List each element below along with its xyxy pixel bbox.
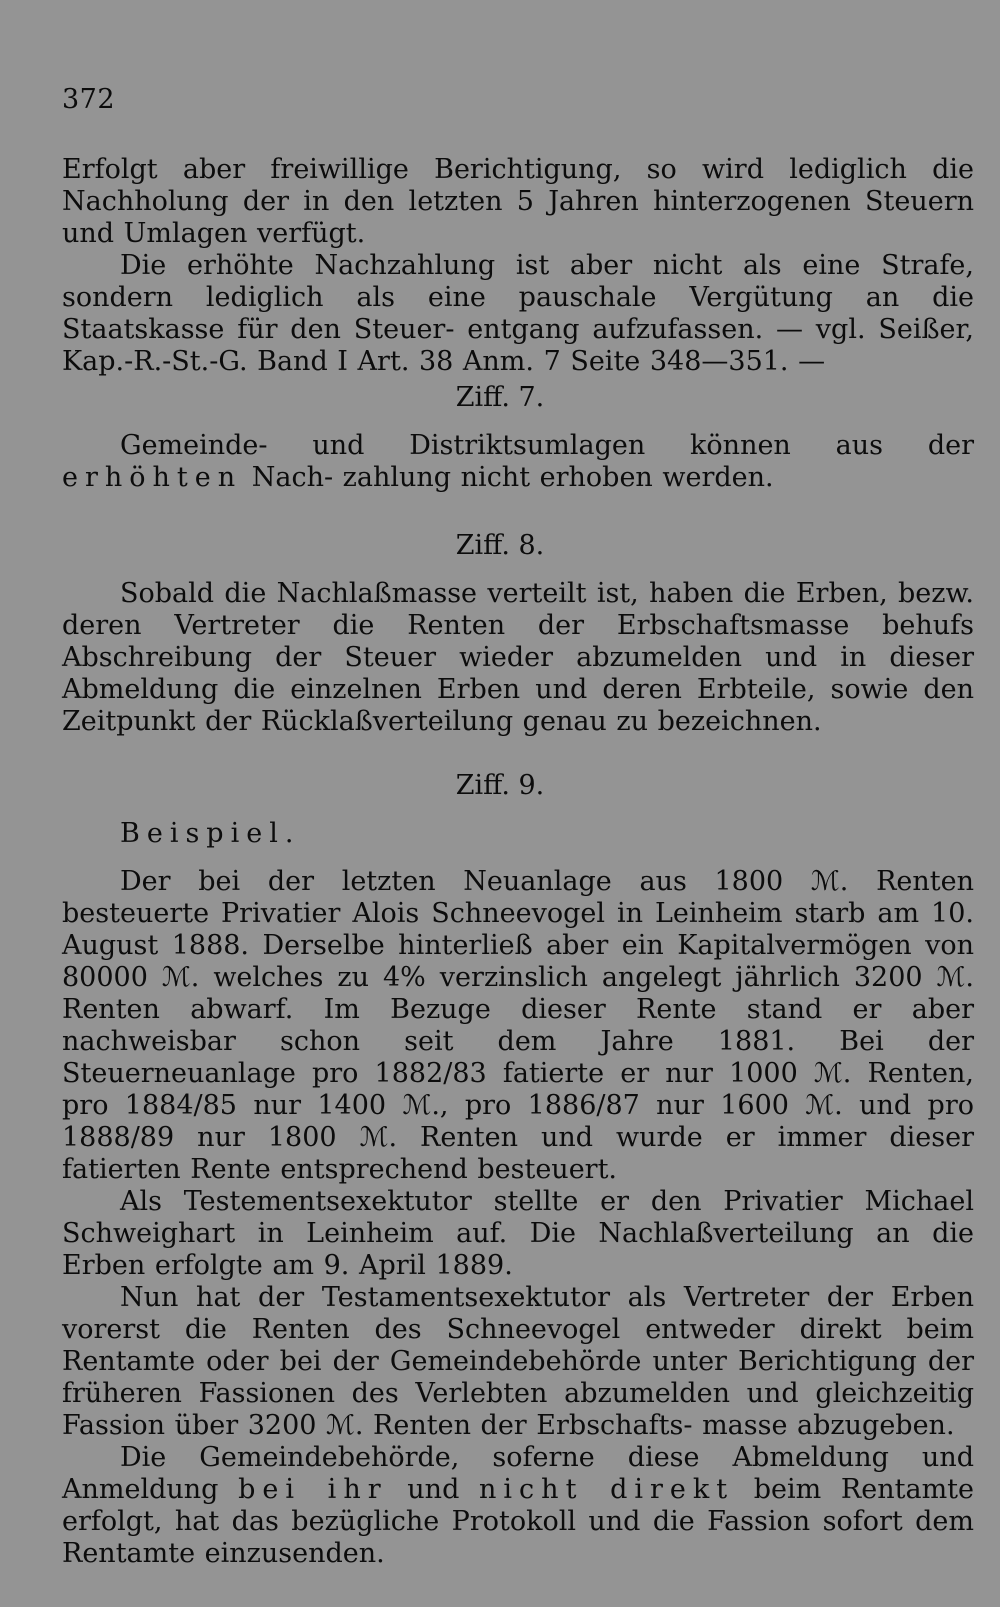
ziff-9-paragraph-1: Der bei der letzten Neuanlage aus 1800 ℳ. Renten besteuerte Privatier Alois Schneevogel in Leinheim starb am 10. August 1888. Derselbe hinterließ aber ein Kapitalvermögen von 80000 ℳ. welches zu 4% verzinslich angelegt jährlich 3200 ℳ. Renten abwarf. Im Bezuge dieser Rente stand er aber nachweisbar schon seit dem Jahre 1881. Bei der Steuerneuanlage pro 1882/83 fatierte er nur 1000 ℳ. Renten, pro 1884/85 nur 1400 ℳ., pro 1886/87 nur 1600 ℳ. und pro 1888/89 nur 1800 ℳ. Renten und wurde er immer dieser fatierten Rente entsprechend besteuert.: [62, 866, 974, 1185]
ziff-7-text-after: Nach- zahlung nicht erhoben werden.: [251, 462, 774, 493]
ziff-8-heading: Ziff. 8.: [455, 530, 545, 561]
ziff-9-paragraph-4: [62, 1442, 974, 1570]
ziff-9-section: [62, 866, 974, 1570]
ziff-7-text-emphasis: erhöhten: [62, 462, 243, 493]
page-number: 372: [62, 84, 116, 115]
ziff-9-p4-emphasis-2: nicht direkt: [479, 1474, 735, 1505]
ziff-8-section: [62, 578, 974, 738]
intro-section: [62, 154, 974, 378]
intro-paragraph-2: Die erhöhte Nachzahlung ist aber nicht als eine Strafe, sondern lediglich als eine pauschale Vergütung an die Staatskasse für den Steuer- entgang aufzufassen. — vgl. Seißer, Kap.-R.-St.-G. Band I Art. 38 Anm. 7 Seite 348—351. —: [62, 250, 974, 377]
ziff-7-text-before: Gemeinde- und Distriktsumlagen können aus der: [120, 430, 974, 461]
ziff-7-heading: Ziff. 7.: [455, 382, 545, 413]
ziff-9-paragraph-2: Als Testementsexektutor stellte er den Privatier Michael Schweighart in Leinheim auf. Die Nachlaßverteilung an die Erben erfolgte am 9. April 1889.: [62, 1186, 974, 1281]
ziff-9-heading: Ziff. 9.: [455, 770, 545, 801]
ziff-9-p4-mid: und: [407, 1474, 460, 1505]
ziff-9-p4-after: beim Rentamte erfolgt, hat das bezügliche Protokoll und die Fassion sofort dem Rentamte einzusenden.: [62, 1474, 974, 1569]
intro-paragraph-1: Erfolgt aber freiwillige Berichtigung, so wird lediglich die Nachholung der in den letzten 5 Jahren hinterzogenen Steuern und Umlagen verfügt.: [62, 154, 974, 249]
ziff-9-p4-before: Die Gemeindebehörde, soferne diese Abmeldung und Anmeldung: [62, 1442, 974, 1505]
ziff-9-p4-emphasis-1: bei ihr: [238, 1474, 388, 1505]
ziff-8-paragraph: Sobald die Nachlaßmasse verteilt ist, haben die Erben, bezw. deren Vertreter die Renten der Erbschaftsmasse behufs Abschreibung der Steuer wieder abzumelden und in dieser Abmeldung die einzelnen Erben und deren Erbteile, sowie den Zeitpunkt der Rücklaßverteilung genau zu bezeichnen.: [62, 578, 974, 737]
example-label: Beispiel.: [120, 818, 301, 849]
ziff-9-paragraph-3: Nun hat der Testamentsexektutor als Vertreter der Erben vorerst die Renten des Schneevogel entweder direkt beim Rentamte oder bei der Gemeindebehörde unter Berichtigung der früheren Fassionen des Verlebten abzumelden und gleichzeitig Fassion über 3200 ℳ. Renten der Erbschafts- masse abzugeben.: [62, 1282, 974, 1441]
ziff-7-section: [62, 430, 974, 494]
ziff-7-paragraph: [62, 430, 974, 494]
